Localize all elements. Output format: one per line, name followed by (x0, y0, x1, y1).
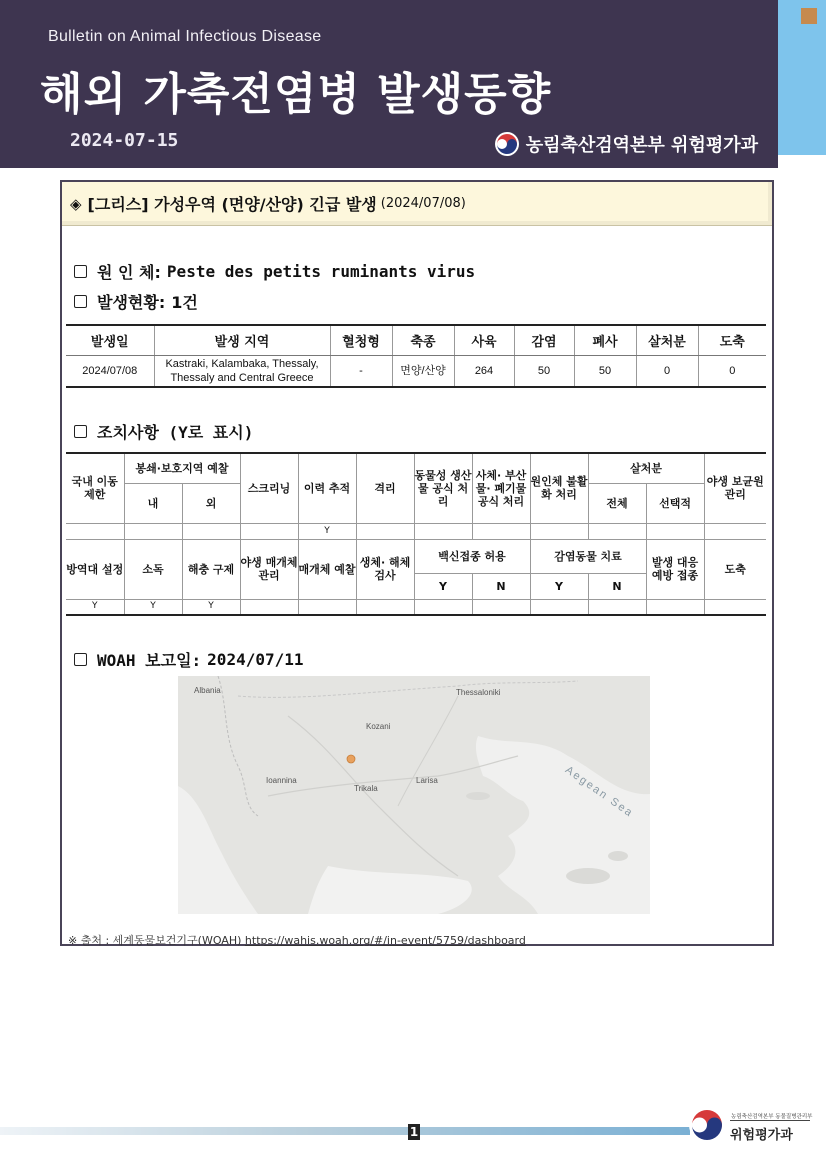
measure-value (704, 523, 766, 539)
measure-header: 생체· 해체 검사 (356, 539, 414, 599)
status-label: 발생현황: (97, 293, 166, 312)
measure-header: 야생 매개체 관리 (240, 539, 298, 599)
measure-header: 백신접종 허용 (414, 539, 530, 573)
measure-header: 매개체 예찰 (298, 539, 356, 599)
measure-value (124, 523, 182, 539)
col-header: 감염 (514, 325, 574, 355)
measure-value (414, 599, 472, 615)
outbreak-map (178, 676, 650, 914)
col-header: 발생 지역 (154, 325, 330, 355)
measure-value (704, 599, 766, 615)
measure-header: 스크리닝 (240, 453, 298, 523)
measure-header: 동물성 생산물 공식 처리 (414, 453, 472, 523)
measures-table (66, 452, 766, 616)
outbreak-header-row (66, 325, 766, 355)
measure-value: Y (66, 599, 124, 615)
measure-value (66, 523, 124, 539)
status-line (74, 290, 198, 313)
source-link[interactable]: https://wahis.woah.org/#/in-event/5759/dashboard (244, 934, 526, 947)
measure-subheader: Y (530, 573, 588, 599)
measure-value (472, 523, 530, 539)
woah-line (74, 648, 304, 671)
measure-value (530, 599, 588, 615)
map-label-ioannina: Ioannina (266, 776, 297, 785)
measures-header-row-2 (66, 539, 766, 573)
side-accent-square (801, 8, 817, 24)
measure-header: 야생 보균원 관리 (704, 453, 766, 523)
woah-label: WOAH 보고일: (97, 651, 202, 670)
measure-value (588, 523, 646, 539)
taegeuk-logo-icon (494, 131, 520, 157)
map-label-larisa: Larisa (416, 776, 438, 785)
measure-header: 방역대 설정 (66, 539, 124, 599)
table-cell: 0 (636, 355, 698, 387)
header-org (494, 131, 758, 157)
measure-header: 이력 추적 (298, 453, 356, 523)
measure-header: 국내 이동 제한 (66, 453, 124, 523)
measure-subheader: 선택적 (646, 483, 704, 523)
checkbox-icon (74, 265, 87, 278)
measure-header: 소독 (124, 539, 182, 599)
col-header: 축종 (392, 325, 454, 355)
measure-header: 도축 (704, 539, 766, 599)
measure-value (646, 523, 704, 539)
header-org-name: 농림축산검역본부 위험평가과 (525, 135, 758, 156)
table-cell: 0 (698, 355, 766, 387)
col-header: 혈청형 (330, 325, 392, 355)
measure-value (240, 523, 298, 539)
header-banner (0, 0, 778, 168)
measure-subheader: N (472, 573, 530, 599)
source-note (68, 932, 526, 948)
report-panel (60, 180, 774, 946)
table-cell: 면양/산양 (392, 355, 454, 387)
measure-value (646, 599, 704, 615)
measure-header: 해충 구제 (182, 539, 240, 599)
measures-values-row-1 (66, 523, 766, 539)
table-cell: 264 (454, 355, 514, 387)
agent-label: 원 인 체: (97, 263, 161, 282)
measures-values-row-2 (66, 599, 766, 615)
measure-subheader: 전체 (588, 483, 646, 523)
map-label-albania: Albania (194, 686, 221, 695)
checkbox-icon (74, 653, 87, 666)
col-header: 폐사 (574, 325, 636, 355)
header-subtitle: Bulletin on Animal Infectious Disease (48, 28, 322, 45)
table-cell: - (330, 355, 392, 387)
report-title: [그리스] 가성우역 (면양/산양) 긴급 발생 (87, 195, 377, 214)
col-header: 도축 (698, 325, 766, 355)
table-cell: 50 (514, 355, 574, 387)
map-label-aegean: Aegean Sea (563, 763, 637, 821)
source-prefix: ※ 출처 : 세계동물보건기구(WOAH) (68, 934, 242, 947)
diamond-bullet-icon: ◈ (70, 194, 82, 213)
checkbox-icon (74, 425, 87, 438)
measure-subheader: Y (414, 573, 472, 599)
measure-header: 격리 (356, 453, 414, 523)
measures-line (74, 420, 253, 443)
measure-subheader: 외 (182, 483, 240, 523)
woah-date: 2024/07/11 (207, 650, 304, 669)
map-label-thessaloniki: Thessaloniki (456, 688, 501, 697)
footer-org: 위험평가과 (730, 1128, 793, 1143)
measure-subheader: N (588, 573, 646, 599)
col-header: 발생일 (66, 325, 154, 355)
measure-value: Y (124, 599, 182, 615)
table-cell: Kastraki, Kalambaka, Thessaly, Thessaly and Central Greece (154, 355, 330, 387)
measure-header: 봉쇄·보호지역 예찰 (124, 453, 240, 483)
measure-subheader: 내 (124, 483, 182, 523)
measure-value (588, 599, 646, 615)
col-header: 살처분 (636, 325, 698, 355)
measures-label: 조치사항 (Y로 표시) (97, 423, 254, 442)
measure-header: 원인체 불활화 처리 (530, 453, 588, 523)
report-title-date: (2024/07/08) (380, 196, 466, 211)
measures-header-row-1 (66, 453, 766, 483)
measure-value: Y (298, 523, 356, 539)
footer-org-small: 농림축산검역본부 동물질병관리부 (731, 1114, 813, 1120)
taegeuk-logo-icon (688, 1106, 726, 1144)
table-cell: 50 (574, 355, 636, 387)
measure-value (356, 523, 414, 539)
status-value: 1건 (171, 293, 198, 312)
measure-header: 사체· 부산물· 폐기물 공식 처리 (472, 453, 530, 523)
col-header: 사육 (454, 325, 514, 355)
measure-value (414, 523, 472, 539)
checkbox-icon (74, 295, 87, 308)
outbreak-table (66, 324, 766, 388)
table-cell: 2024/07/08 (66, 355, 154, 387)
map-label-trikala: Trikala (354, 784, 378, 793)
page-title: 해외 가축전염병 발생동향 (40, 69, 552, 120)
measure-value (240, 599, 298, 615)
report-title-bar (62, 182, 772, 226)
measure-header: 발생 대응 예방 접종 (646, 539, 704, 599)
bulletin-date: 2024-07-15 (70, 130, 179, 151)
outbreak-marker (347, 755, 355, 763)
measure-header: 감염동물 치료 (530, 539, 646, 573)
footer-divider (730, 1120, 810, 1121)
measure-header: 살처분 (588, 453, 704, 483)
map-base (178, 676, 650, 914)
map-label-kozani: Kozani (366, 722, 391, 731)
page-number: 1 (409, 1125, 419, 1139)
measure-value: Y (182, 599, 240, 615)
measure-value (472, 599, 530, 615)
agent-line (74, 260, 475, 283)
footer-line (0, 1127, 690, 1135)
measure-value (356, 599, 414, 615)
measure-value (530, 523, 588, 539)
agent-value: Peste des petits ruminants virus (166, 262, 476, 281)
measure-value (182, 523, 240, 539)
table-row (66, 355, 766, 387)
measure-value (298, 599, 356, 615)
